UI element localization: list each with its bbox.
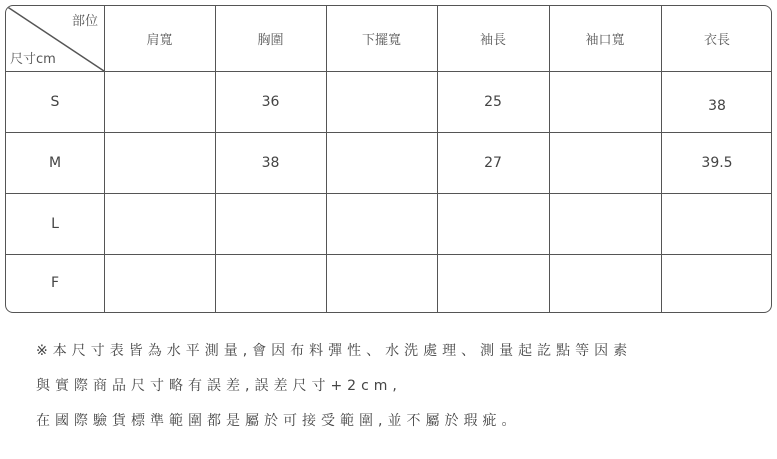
table-cell — [326, 254, 437, 312]
table-cell — [326, 193, 437, 254]
table-cell: 36 — [261, 93, 280, 110]
table-cell — [215, 193, 326, 254]
corner-header — [6, 6, 104, 71]
table-cell: 38 — [261, 154, 280, 171]
corner-label-part: 部位 — [71, 14, 98, 29]
table-cell — [104, 71, 215, 132]
table-cell: 39.5 — [701, 154, 733, 171]
table-cell — [326, 71, 437, 132]
table-cell — [104, 132, 215, 193]
column-header-cuff: 袖口寬 — [585, 33, 625, 48]
table-cell: 38 — [708, 97, 726, 114]
column-header-length: 衣長 — [703, 33, 730, 48]
table-cell — [661, 254, 772, 312]
table-cell — [549, 132, 661, 193]
table-cell — [437, 193, 549, 254]
column-header-chest: 胸圍 — [257, 33, 284, 48]
row-size-label: M — [48, 154, 62, 171]
note-line: 與實際商品尺寸略有誤差,誤差尺寸+2cm, — [36, 378, 402, 394]
row-size-label: L — [51, 215, 59, 232]
table-cell — [104, 193, 215, 254]
table-cell — [549, 254, 661, 312]
table-cell — [437, 254, 549, 312]
table-cell — [549, 193, 661, 254]
row-size-label: S — [50, 93, 60, 110]
table-cell: 27 — [484, 154, 502, 171]
table-cell: 25 — [484, 93, 502, 110]
column-header-hem: 下擺寬 — [361, 33, 401, 48]
table-cell — [104, 254, 215, 312]
note-line: ※本尺寸表皆為水平測量,會因布料彈性、水洗處理、測量起訖點等因素 — [36, 343, 633, 359]
table-cell — [549, 71, 661, 132]
corner-label-size: 尺寸cm — [10, 52, 56, 67]
size-table — [5, 5, 772, 313]
column-header-sleeve-length: 袖長 — [479, 33, 506, 48]
table-cell — [661, 193, 772, 254]
column-header-shoulder: 肩寬 — [146, 33, 173, 48]
size-notes — [36, 340, 766, 445]
table-cell — [215, 254, 326, 312]
row-size-label: F — [50, 275, 60, 291]
note-line: 在國際驗貨標準範圍都是屬於可接受範圍,並不屬於瑕疵。 — [36, 413, 521, 429]
table-cell — [326, 132, 437, 193]
